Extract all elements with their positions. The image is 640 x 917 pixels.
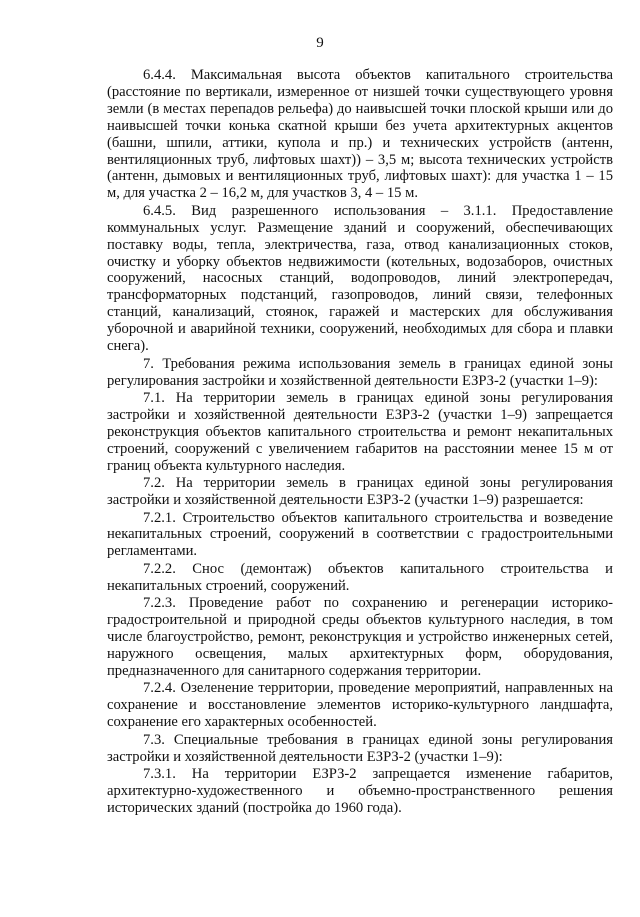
- page-number: 9: [316, 35, 324, 51]
- paragraph-7-2-1: 7.2.1. Строительство объектов капитального строительства и возведение некапитальных строений, сооружений в соответствии с градостроительными регламентами.: [107, 509, 613, 560]
- document-body: [107, 67, 613, 817]
- paragraph-6-4-4: 6.4.4. Максимальная высота объектов капитального строительства (расстояние по вертикали, измеренное от низшей точки существующего уровня земли (в местах перепадов рельефа) до наивысшей точки плоской крыши или до наивысшей точки конька скатной крыши без учета архитектурных акцентов (башни, шпили, аттики, купола и пр.) и технических устройств (антенн, вентиляционных труб, лифтовых шахт)) – 3,5 м; высота технических устройств (антенн, дымовых и вентиляционных труб, лифтовых шахт): для участка 1 – 15 м, для участка 2 – 16,2 м, для участков 3, 4 – 15 м.: [107, 67, 613, 202]
- paragraph-7: 7. Требования режима использования земель в границах единой зоны регулирования застройки и хозяйственной деятельности ЕЗРЗ-2 (участки 1–9):: [107, 355, 613, 389]
- paragraph-7-3-1: 7.3.1. На территории ЕЗРЗ-2 запрещается изменение габаритов, архитектурно-художественного и объемно-пространственного решения исторических зданий (постройка до 1960 года).: [107, 766, 613, 816]
- paragraph-6-4-5: 6.4.5. Вид разрешенного использования – 3.1.1. Предоставление коммунальных услуг. Размещение зданий и сооружений, обеспечивающих поставку воды, тепла, электричества, газа, отвод канализационных стоков, очистку и уборку объектов недвижимости (котельных, водозаборов, очистных сооружений, насосных станций, водопроводов, линий электропередач, трансформаторных подстанций, газопроводов, линий связи, телефонных станций, канализаций, стоянок, гаражей и мастерских для обслуживания уборочной и аварийной техники, сооружений, необходимых для сбора и плавки снега).: [107, 202, 613, 355]
- paragraph-7-3: 7.3. Специальные требования в границах единой зоны регулирования застройки и хозяйственной деятельности ЕЗРЗ-2 (участки 1–9):: [107, 731, 613, 765]
- paragraph-7-2: 7.2. На территории земель в границах единой зоны регулирования застройки и хозяйственной деятельности ЕЗРЗ-2 (участки 1–9) разрешается:: [107, 475, 613, 509]
- paragraph-7-1: 7.1. На территории земель в границах единой зоны регулирования застройки и хозяйственной деятельности ЕЗРЗ-2 (участки 1–9) запрещается реконструкция объектов капитального строительства и ремонт некапитальных строений, сооружений с увеличением габаритов на расстоянии менее 15 м от границ объекта культурного наследия.: [107, 390, 613, 474]
- paragraph-7-2-4: 7.2.4. Озеленение территории, проведение мероприятий, направленных на сохранение и восстановление элементов историко-культурного ландшафта, сохранение его характерных особенностей.: [107, 680, 613, 731]
- paragraph-7-2-3: 7.2.3. Проведение работ по сохранению и регенерации историко-градостроительной и природной среды объектов культурного наследия, в том числе благоустройство, ремонт, реконструкция и устройство инженерных сетей, наружного освещения, малых архитектурных форм, оборудования, предназначенного для санитарного содержания территории.: [107, 595, 613, 679]
- paragraph-7-2-2: 7.2.2. Снос (демонтаж) объектов капитального строительства и некапитальных строений, сооружений.: [107, 560, 613, 594]
